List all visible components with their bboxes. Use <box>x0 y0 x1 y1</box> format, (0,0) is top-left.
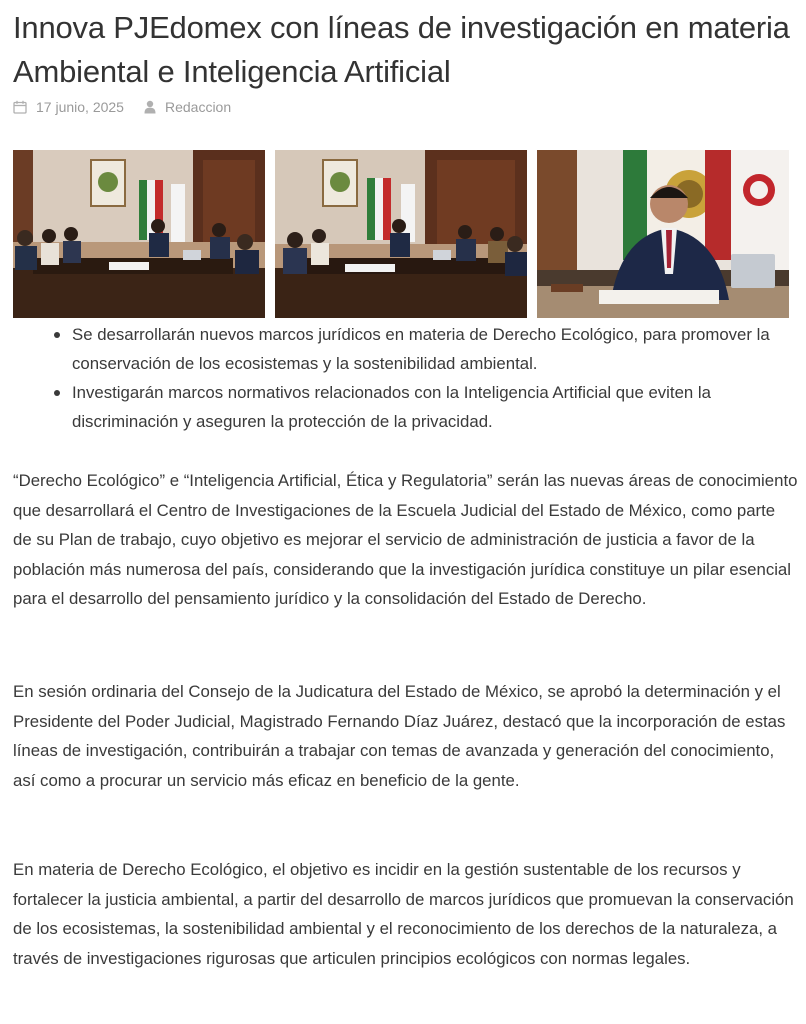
gallery-photo-session-wide[interactable] <box>13 150 265 318</box>
gallery-photo-session-center[interactable] <box>275 150 527 318</box>
gallery-photo-magistrate[interactable] <box>537 150 789 318</box>
list-item: Investigarán marcos normativos relacionados con la Inteligencia Artificial que eviten la discriminación y aseguren la protección de la privacidad. <box>13 378 798 436</box>
post-author-label[interactable]: Redaccion <box>164 99 232 115</box>
body-paragraph: En sesión ordinaria del Consejo de la Judicatura del Estado de México, se aprobó la determinación y el Presidente del Poder Judicial, Magistrado Fernando Díaz Juárez, destacó que la incorporación de estas líneas de investigación, contribuirán a trabajar con temas de avanzada y generación del conocimiento, así como a procurar un servicio más eficaz en beneficio de la gente. <box>13 682 786 790</box>
summary-bullets <box>13 320 798 436</box>
body-paragraph: “Derecho Ecológico” e “Inteligencia Artificial, Ética y Regulatoria” serán las nuevas áreas de conocimiento que desarrollará el Centro de Investigaciones de la Escuela Judicial del Estado de México, como parte de su Plan de trabajo, cuyo objetivo es mejorar el servicio de administración de justicia a favor de la población más numerosa del país, considerando que la investigación jurídica constituye un pilar esencial para el desarrollo del pensamiento jurídico y la consolidación del Estado de Derecho. <box>13 471 798 609</box>
post-meta <box>13 96 231 118</box>
list-item: Se desarrollarán nuevos marcos jurídicos en materia de Derecho Ecológico, para promover la conservación de los ecosistemas y la sostenibilidad ambiental. <box>13 320 798 378</box>
body-paragraph: En materia de Derecho Ecológico, el objetivo es incidir en la gestión sustentable de los recursos y fortalecer la justicia ambiental, a partir del desarrollo de marcos jurídicos que promuevan la conservación de los ecosistemas, la sostenibilidad ambiental y el reconocimiento de los derechos de la naturaleza, a través de investigaciones rigurosas que articulen principios ecológicos con normas legales. <box>13 860 794 968</box>
article-title: Innova PJEdomex con líneas de investigación en materia Ambiental e Inteligencia Artificial <box>13 10 790 89</box>
post-author[interactable] <box>144 99 231 115</box>
user-icon <box>144 100 156 114</box>
post-date-label[interactable]: 17 junio, 2025 <box>36 99 124 115</box>
calendar-icon <box>13 100 27 114</box>
post-date[interactable] <box>13 99 124 115</box>
